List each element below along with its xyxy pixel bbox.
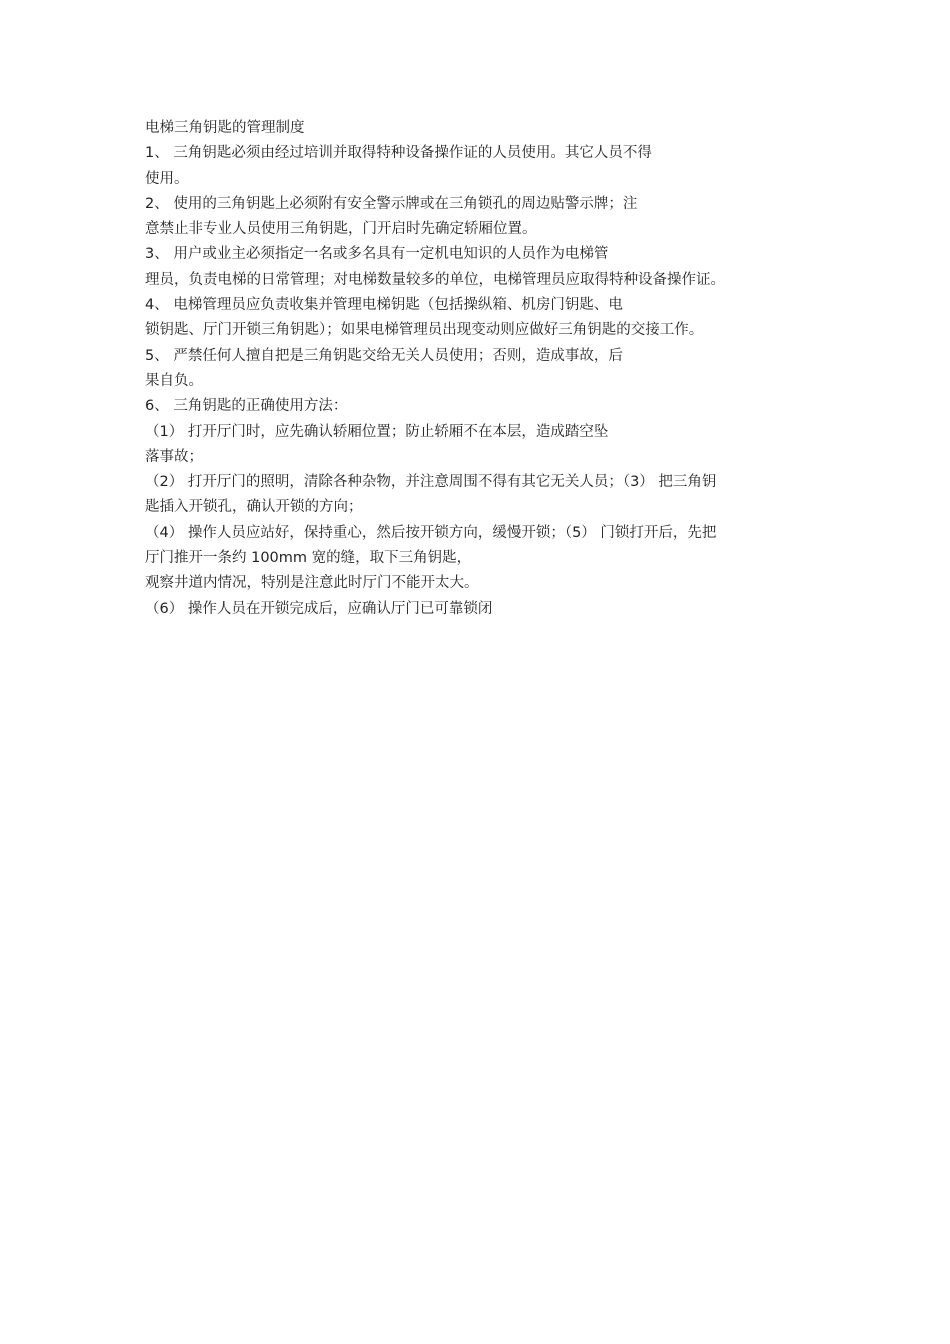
text-line: 果自负。 [145, 372, 203, 389]
text-line: 6、 三角钥匙的正确使用方法： [145, 398, 348, 415]
text-line: 落事故； [145, 448, 203, 465]
document-body [145, 116, 825, 622]
text-line: 观察井道内情况，特别是注意此时厅门不能开太大。 [145, 575, 479, 592]
text-line: 理员，负责电梯的日常管理；对电梯数量较多的单位，电梯管理员应取得特种设备操作证。 [145, 271, 725, 288]
text-line: （2） 打开厅门的照明，清除各种杂物，并注意周围不得有其它无关人员；（3） 把三角钥 [145, 474, 717, 491]
text-line: 匙插入开锁孔，确认开锁的方向； [145, 499, 363, 516]
text-line: 4、 电梯管理员应负责收集并管理电梯钥匙（包括操纵箱、机房门钥匙、电 [145, 297, 623, 314]
text-line: 厅门推开一条约 100mm 宽的缝，取下三角钥匙， [145, 550, 472, 567]
text-line: 3、 用户或业主必须指定一名或多名具有一定机电知识的人员作为电梯管 [145, 246, 609, 263]
text-line: （4） 操作人员应站好，保持重心，然后按开锁方向，缓慢开锁；（5） 门锁打开后，先把 [145, 524, 717, 541]
text-line: 使用。 [145, 170, 189, 187]
text-line: （1） 打开厅门时，应先确认轿厢位置；防止轿厢不在本层，造成踏空坠 [145, 423, 609, 440]
text-line: （6） 操作人员在开锁完成后，应确认厅门已可靠锁闭 [145, 600, 493, 617]
text-line: 意禁止非专业人员使用三角钥匙，门开启时先确定轿厢位置。 [145, 221, 537, 238]
document-title: 电梯三角钥匙的管理制度 [145, 120, 305, 136]
text-line: 2、 使用的三角钥匙上必须附有安全警示牌或在三角锁孔的周边贴警示牌；注 [145, 195, 638, 212]
text-line: 5、 严禁任何人擅自把是三角钥匙交给无关人员使用；否则，造成事故，后 [145, 347, 623, 364]
text-line: 1、 三角钥匙必须由经过培训并取得特种设备操作证的人员使用。其它人员不得 [145, 145, 652, 162]
text-line: 锁钥匙、厅门开锁三角钥匙）；如果电梯管理员出现变动则应做好三角钥匙的交接工作。 [145, 322, 704, 339]
